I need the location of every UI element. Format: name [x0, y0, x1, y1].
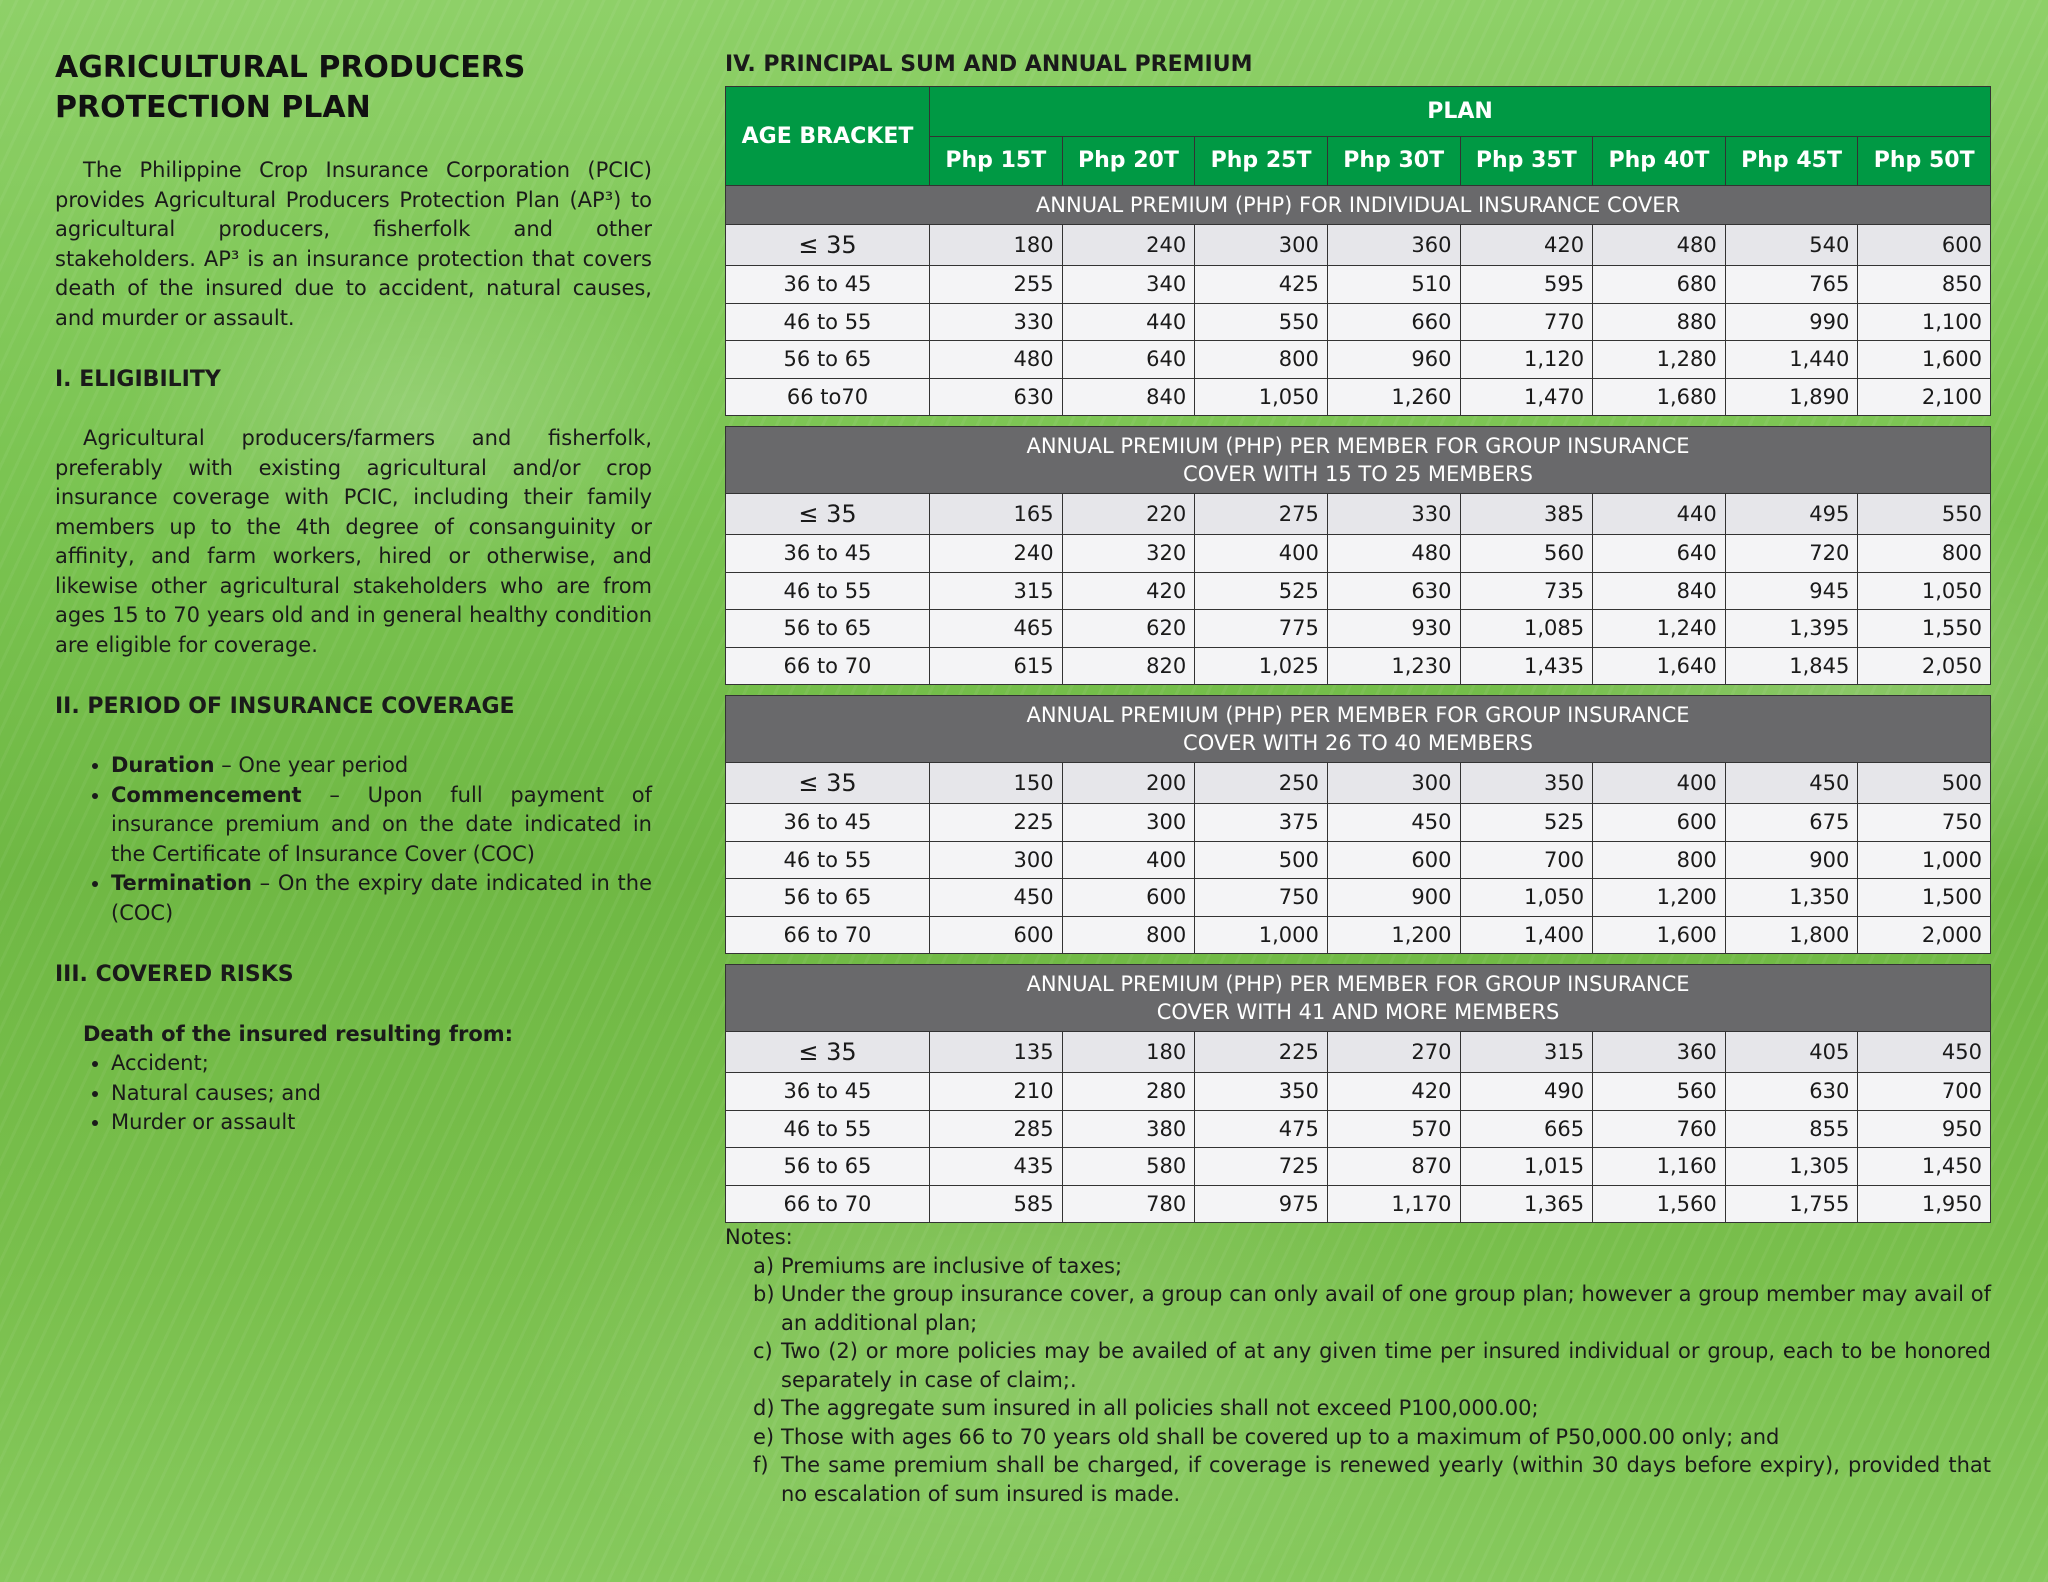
plan-column-header: Php 30T — [1327, 136, 1460, 186]
table-title: IV. PRINCIPAL SUM AND ANNUAL PREMIUM — [725, 52, 1253, 77]
premium-cell: 320 — [1062, 535, 1195, 573]
premium-cell: 300 — [1195, 225, 1328, 266]
table-row — [726, 341, 1991, 379]
table-row — [726, 916, 1991, 954]
premium-cell: 550 — [1858, 494, 1991, 535]
eligibility-heading: I. ELIGIBILITY — [55, 367, 221, 392]
premium-cell: 800 — [1062, 916, 1195, 954]
age-bracket-cell: ≤ 35 — [726, 1032, 930, 1073]
table-row — [726, 303, 1991, 341]
age-bracket-cell: 36 to 45 — [726, 1073, 930, 1111]
premium-cell: 1,050 — [1460, 879, 1593, 917]
age-bracket-cell: 56 to 65 — [726, 879, 930, 917]
table-row — [726, 1148, 1991, 1186]
premium-cell: 640 — [1593, 535, 1726, 573]
premium-cell: 475 — [1195, 1110, 1328, 1148]
premium-cell: 285 — [930, 1110, 1063, 1148]
premium-cell: 425 — [1195, 266, 1328, 304]
plan-column-header: Php 20T — [1062, 136, 1195, 186]
premium-cell: 330 — [1327, 494, 1460, 535]
premium-cell: 1,230 — [1327, 647, 1460, 685]
note-item — [753, 1451, 1991, 1508]
premium-cell: 360 — [1593, 1032, 1726, 1073]
risk-item: • Murder or assault — [111, 1108, 652, 1138]
premium-cell: 500 — [1195, 841, 1328, 879]
note-text: Those with ages 66 to 70 years old shall be covered up to a maximum of P50,000.00 only; and — [781, 1424, 1780, 1449]
note-letter: e) — [753, 1424, 775, 1449]
premium-cell: 180 — [1062, 1032, 1195, 1073]
premium-cell: 400 — [1593, 763, 1726, 804]
premium-cell: 250 — [1195, 763, 1328, 804]
section-label-line1: ANNUAL PREMIUM (PHP) PER MEMBER FOR GROUP INSURANCE — [1026, 972, 1690, 996]
age-bracket-cell: 46 to 55 — [726, 572, 930, 610]
right-column — [725, 50, 1991, 1508]
premium-cell: 400 — [1062, 841, 1195, 879]
age-bracket-cell: 46 to 55 — [726, 1110, 930, 1148]
premium-cell: 1,260 — [1327, 378, 1460, 416]
premium-cell: 450 — [930, 879, 1063, 917]
premium-cell: 220 — [1062, 494, 1195, 535]
premium-cell: 500 — [1858, 763, 1991, 804]
premium-cell: 450 — [1327, 804, 1460, 842]
premium-cell: 435 — [930, 1148, 1063, 1186]
premium-cell: 1,000 — [1858, 841, 1991, 879]
age-bracket-header: AGE BRACKET — [726, 87, 930, 186]
premium-cell: 240 — [1062, 225, 1195, 266]
premium-cell: 1,000 — [1195, 916, 1328, 954]
table-row — [726, 610, 1991, 648]
premium-cell: 945 — [1725, 572, 1858, 610]
note-letter: b) — [753, 1282, 775, 1306]
premium-cell: 1,085 — [1460, 610, 1593, 648]
note-item — [753, 1394, 1991, 1423]
premium-cell: 1,350 — [1725, 879, 1858, 917]
premium-cell: 200 — [1062, 763, 1195, 804]
premium-table — [725, 86, 1991, 1223]
premium-cell: 480 — [1593, 225, 1726, 266]
premium-cell: 975 — [1195, 1185, 1328, 1223]
premium-cell: 330 — [930, 303, 1063, 341]
premium-cell: 1,470 — [1460, 378, 1593, 416]
age-bracket-cell: 36 to 45 — [726, 804, 930, 842]
premium-cell: 350 — [1460, 763, 1593, 804]
left-column — [55, 48, 652, 1138]
premium-cell: 560 — [1460, 535, 1593, 573]
premium-cell: 255 — [930, 266, 1063, 304]
age-bracket-cell: 46 to 55 — [726, 841, 930, 879]
premium-cell: 315 — [1460, 1032, 1593, 1073]
table-row — [726, 647, 1991, 685]
premium-cell: 840 — [1593, 572, 1726, 610]
plan-column-header: Php 40T — [1593, 136, 1726, 186]
premium-cell: 1,365 — [1460, 1185, 1593, 1223]
note-item — [753, 1423, 1991, 1452]
note-text: The same premium shall be charged, if coverage is renewed yearly (within 30 days before expiry), provided that no escalation of sum insured is made. — [781, 1453, 1991, 1506]
premium-cell: 760 — [1593, 1110, 1726, 1148]
age-bracket-cell: 36 to 45 — [726, 535, 930, 573]
premium-cell: 2,100 — [1858, 378, 1991, 416]
age-bracket-cell: ≤ 35 — [726, 225, 930, 266]
premium-cell: 600 — [930, 916, 1063, 954]
premium-cell: 640 — [1062, 341, 1195, 379]
premium-cell: 270 — [1327, 1032, 1460, 1073]
premium-cell: 560 — [1593, 1073, 1726, 1111]
risks-heading: III. COVERED RISKS — [55, 962, 294, 987]
notes-list — [725, 1252, 1991, 1509]
premium-cell: 600 — [1062, 879, 1195, 917]
section-gap-cell — [726, 685, 1991, 696]
premium-cell: 1,015 — [1460, 1148, 1593, 1186]
premium-cell: 300 — [1062, 804, 1195, 842]
note-letter: c) — [753, 1339, 773, 1363]
period-heading: II. PERIOD OF INSURANCE COVERAGE — [55, 694, 515, 719]
notes-section — [725, 1223, 1991, 1508]
premium-cell: 300 — [1327, 763, 1460, 804]
age-bracket-cell: ≤ 35 — [726, 763, 930, 804]
section-band — [726, 427, 1991, 494]
premium-cell: 600 — [1858, 225, 1991, 266]
premium-cell: 2,000 — [1858, 916, 1991, 954]
premium-cell: 465 — [930, 610, 1063, 648]
section-label — [726, 696, 1991, 763]
premium-cell: 1,800 — [1725, 916, 1858, 954]
premium-cell: 880 — [1593, 303, 1726, 341]
age-bracket-cell: 66 to70 — [726, 378, 930, 416]
premium-cell: 660 — [1327, 303, 1460, 341]
section-label — [726, 186, 1991, 225]
premium-cell: 300 — [930, 841, 1063, 879]
note-item — [753, 1280, 1991, 1337]
premium-cell: 800 — [1195, 341, 1328, 379]
premium-cell: 725 — [1195, 1148, 1328, 1186]
premium-cell: 400 — [1195, 535, 1328, 573]
premium-cell: 595 — [1460, 266, 1593, 304]
premium-cell: 700 — [1460, 841, 1593, 879]
age-bracket-cell: 56 to 65 — [726, 610, 930, 648]
premium-cell: 1,305 — [1725, 1148, 1858, 1186]
premium-cell: 440 — [1062, 303, 1195, 341]
risks-list — [55, 1049, 652, 1138]
premium-cell: 840 — [1062, 378, 1195, 416]
premium-cell: 495 — [1725, 494, 1858, 535]
premium-cell: 850 — [1858, 266, 1991, 304]
age-bracket-cell: 56 to 65 — [726, 1148, 930, 1186]
premium-cell: 2,050 — [1858, 647, 1991, 685]
premium-cell: 800 — [1593, 841, 1726, 879]
period-item-commencement: • Commencement – Upon full payment of insurance premium and on the date indicated in the Certificate of Insurance Cover (COC) — [111, 781, 652, 870]
note-letter: f) — [753, 1453, 769, 1477]
plan-column-header: Php 45T — [1725, 136, 1858, 186]
section-label-line2: COVER WITH 15 TO 25 MEMBERS — [1183, 462, 1533, 486]
note-letter: d) — [753, 1396, 775, 1420]
table-row — [726, 378, 1991, 416]
premium-cell: 1,550 — [1858, 610, 1991, 648]
premium-cell: 720 — [1725, 535, 1858, 573]
section-label-line2: COVER WITH 26 TO 40 MEMBERS — [1183, 731, 1533, 755]
age-bracket-cell: 66 to 70 — [726, 647, 930, 685]
premium-cell: 405 — [1725, 1032, 1858, 1073]
premium-cell: 240 — [930, 535, 1063, 573]
period-item-duration: • Duration – One year period — [111, 751, 652, 781]
premium-cell: 420 — [1460, 225, 1593, 266]
premium-cell: 750 — [1195, 879, 1328, 917]
premium-cell: 675 — [1725, 804, 1858, 842]
premium-cell: 665 — [1460, 1110, 1593, 1148]
section-label — [726, 965, 1991, 1032]
premium-cell: 1,050 — [1858, 572, 1991, 610]
premium-cell: 510 — [1327, 266, 1460, 304]
table-row — [726, 841, 1991, 879]
premium-cell: 1,240 — [1593, 610, 1726, 648]
premium-cell: 1,050 — [1195, 378, 1328, 416]
premium-cell: 360 — [1327, 225, 1460, 266]
table-row — [726, 225, 1991, 266]
premium-cell: 225 — [1195, 1032, 1328, 1073]
table-row — [726, 804, 1991, 842]
premium-cell: 450 — [1725, 763, 1858, 804]
eligibility-text: Agricultural producers/farmers and fisherfolk, preferably with existing agricultural and/or crop insurance coverage with PCIC, including their family members up to the 4th degree of consanguinity or affinity, and farm workers, hired or otherwise, and likewise other agricultural stakeholders who are from ages 15 to 70 years old and in general healthy condition are eligible for coverage. — [55, 426, 652, 657]
premium-cell: 450 — [1858, 1032, 1991, 1073]
period-list — [55, 751, 652, 928]
notes-label: Notes: — [725, 1225, 793, 1249]
age-bracket-cell: 66 to 70 — [726, 1185, 930, 1223]
premium-cell: 1,600 — [1858, 341, 1991, 379]
note-text: Two (2) or more policies may be availed of at any given time per insured individual or group, each to be honored separately in case of claim;. — [781, 1339, 1991, 1392]
premium-cell: 630 — [1327, 572, 1460, 610]
premium-cell: 1,435 — [1460, 647, 1593, 685]
premium-cell: 165 — [930, 494, 1063, 535]
premium-cell: 950 — [1858, 1110, 1991, 1148]
note-text: The aggregate sum insured in all policies shall not exceed P100,000.00; — [781, 1396, 1539, 1420]
premium-cell: 275 — [1195, 494, 1328, 535]
premium-cell: 420 — [1062, 572, 1195, 610]
section-gap-cell — [726, 954, 1991, 965]
premium-cell: 870 — [1327, 1148, 1460, 1186]
section-label-line2: COVER WITH 41 AND MORE MEMBERS — [1156, 1000, 1560, 1024]
premium-cell: 1,755 — [1725, 1185, 1858, 1223]
premium-cell: 180 — [930, 225, 1063, 266]
plan-column-header: Php 50T — [1858, 136, 1991, 186]
premium-cell: 1,100 — [1858, 303, 1991, 341]
premium-cell: 960 — [1327, 341, 1460, 379]
table-row — [726, 1185, 1991, 1223]
premium-cell: 765 — [1725, 266, 1858, 304]
plan-column-header: Php 15T — [930, 136, 1063, 186]
premium-cell: 525 — [1460, 804, 1593, 842]
premium-cell: 340 — [1062, 266, 1195, 304]
premium-cell: 420 — [1327, 1073, 1460, 1111]
premium-cell: 1,600 — [1593, 916, 1726, 954]
premium-cell: 1,890 — [1725, 378, 1858, 416]
premium-cell: 750 — [1858, 804, 1991, 842]
premium-cell: 770 — [1460, 303, 1593, 341]
age-bracket-cell: ≤ 35 — [726, 494, 930, 535]
premium-cell: 480 — [930, 341, 1063, 379]
premium-cell: 1,845 — [1725, 647, 1858, 685]
premium-cell: 350 — [1195, 1073, 1328, 1111]
premium-cell: 620 — [1062, 610, 1195, 648]
note-text: Under the group insurance cover, a group can only avail of one group plan; however a group member may avail of an additional plan; — [781, 1282, 1991, 1335]
risk-item: • Accident; — [111, 1049, 652, 1079]
premium-cell: 1,560 — [1593, 1185, 1726, 1223]
table-row — [726, 1073, 1991, 1111]
section-label-line1: ANNUAL PREMIUM (PHP) PER MEMBER FOR GROUP INSURANCE — [1026, 703, 1690, 727]
premium-cell: 1,950 — [1858, 1185, 1991, 1223]
premium-cell: 630 — [930, 378, 1063, 416]
section-label — [726, 427, 1991, 494]
section-gap — [726, 954, 1991, 965]
premium-cell: 1,500 — [1858, 879, 1991, 917]
premium-cell: 990 — [1725, 303, 1858, 341]
premium-cell: 225 — [930, 804, 1063, 842]
premium-cell: 135 — [930, 1032, 1063, 1073]
premium-cell: 775 — [1195, 610, 1328, 648]
premium-cell: 375 — [1195, 804, 1328, 842]
note-text: Premiums are inclusive of taxes; — [781, 1253, 1123, 1278]
premium-cell: 700 — [1858, 1073, 1991, 1111]
plan-column-header: Php 35T — [1460, 136, 1593, 186]
premium-cell: 480 — [1327, 535, 1460, 573]
risks-subheading: Death of the insured resulting from: — [83, 1022, 514, 1046]
section-label-line1: ANNUAL PREMIUM (PHP) PER MEMBER FOR GROUP INSURANCE — [1026, 434, 1690, 458]
premium-cell: 615 — [930, 647, 1063, 685]
age-bracket-cell: 46 to 55 — [726, 303, 930, 341]
premium-cell: 820 — [1062, 647, 1195, 685]
premium-cell: 210 — [930, 1073, 1063, 1111]
premium-cell: 630 — [1725, 1073, 1858, 1111]
premium-table-body — [726, 186, 1991, 1223]
premium-cell: 1,120 — [1460, 341, 1593, 379]
premium-cell: 1,395 — [1725, 610, 1858, 648]
premium-cell: 1,025 — [1195, 647, 1328, 685]
section-band — [726, 186, 1991, 225]
intro-paragraph: The Philippine Crop Insurance Corporation (PCIC) provides Agricultural Producers Protection Plan (AP³) to agricultural producers, fisherfolk and other stakeholders. AP³ is an insurance protection that covers death of the insured due to accident, natural causes, and murder or assault. — [55, 158, 652, 330]
section-band — [726, 696, 1991, 763]
section-gap — [726, 685, 1991, 696]
premium-cell: 930 — [1327, 610, 1460, 648]
table-row — [726, 266, 1991, 304]
table-row — [726, 494, 1991, 535]
table-row — [726, 572, 1991, 610]
premium-cell: 1,640 — [1593, 647, 1726, 685]
table-row — [726, 763, 1991, 804]
premium-cell: 1,680 — [1593, 378, 1726, 416]
section-gap — [726, 416, 1991, 427]
premium-cell: 1,440 — [1725, 341, 1858, 379]
table-row — [726, 879, 1991, 917]
premium-cell: 1,400 — [1460, 916, 1593, 954]
premium-cell: 1,200 — [1327, 916, 1460, 954]
premium-cell: 1,160 — [1593, 1148, 1726, 1186]
page-title: AGRICULTURAL PRODUCERS PROTECTION PLAN — [55, 50, 526, 125]
table-row — [726, 1032, 1991, 1073]
premium-cell: 525 — [1195, 572, 1328, 610]
premium-cell: 315 — [930, 572, 1063, 610]
note-item — [753, 1252, 1991, 1281]
premium-cell: 735 — [1460, 572, 1593, 610]
age-bracket-cell: 36 to 45 — [726, 266, 930, 304]
premium-cell: 680 — [1593, 266, 1726, 304]
premium-cell: 1,280 — [1593, 341, 1726, 379]
section-gap-cell — [726, 416, 1991, 427]
period-item-termination: • Termination – On the expiry date indicated in the (COC) — [111, 869, 652, 928]
note-letter: a) — [753, 1253, 775, 1278]
premium-cell: 1,450 — [1858, 1148, 1991, 1186]
table-row — [726, 1110, 1991, 1148]
age-bracket-cell: 66 to 70 — [726, 916, 930, 954]
premium-cell: 580 — [1062, 1148, 1195, 1186]
premium-cell: 150 — [930, 763, 1063, 804]
plan-header: PLAN — [930, 87, 1991, 137]
plan-column-header: Php 25T — [1195, 136, 1328, 186]
premium-cell: 600 — [1593, 804, 1726, 842]
premium-cell: 1,200 — [1593, 879, 1726, 917]
premium-cell: 440 — [1593, 494, 1726, 535]
premium-cell: 780 — [1062, 1185, 1195, 1223]
premium-cell: 900 — [1327, 879, 1460, 917]
section-label-line1: ANNUAL PREMIUM (PHP) FOR INDIVIDUAL INSURANCE COVER — [1035, 193, 1681, 217]
premium-cell: 900 — [1725, 841, 1858, 879]
age-bracket-cell: 56 to 65 — [726, 341, 930, 379]
risk-item: • Natural causes; and — [111, 1079, 652, 1109]
premium-cell: 1,170 — [1327, 1185, 1460, 1223]
premium-cell: 540 — [1725, 225, 1858, 266]
section-band — [726, 965, 1991, 1032]
premium-cell: 570 — [1327, 1110, 1460, 1148]
premium-cell: 380 — [1062, 1110, 1195, 1148]
premium-cell: 600 — [1327, 841, 1460, 879]
premium-cell: 855 — [1725, 1110, 1858, 1148]
table-row — [726, 535, 1991, 573]
note-item — [753, 1337, 1991, 1394]
premium-cell: 550 — [1195, 303, 1328, 341]
premium-cell: 280 — [1062, 1073, 1195, 1111]
premium-cell: 490 — [1460, 1073, 1593, 1111]
premium-cell: 585 — [930, 1185, 1063, 1223]
premium-cell: 800 — [1858, 535, 1991, 573]
premium-cell: 385 — [1460, 494, 1593, 535]
